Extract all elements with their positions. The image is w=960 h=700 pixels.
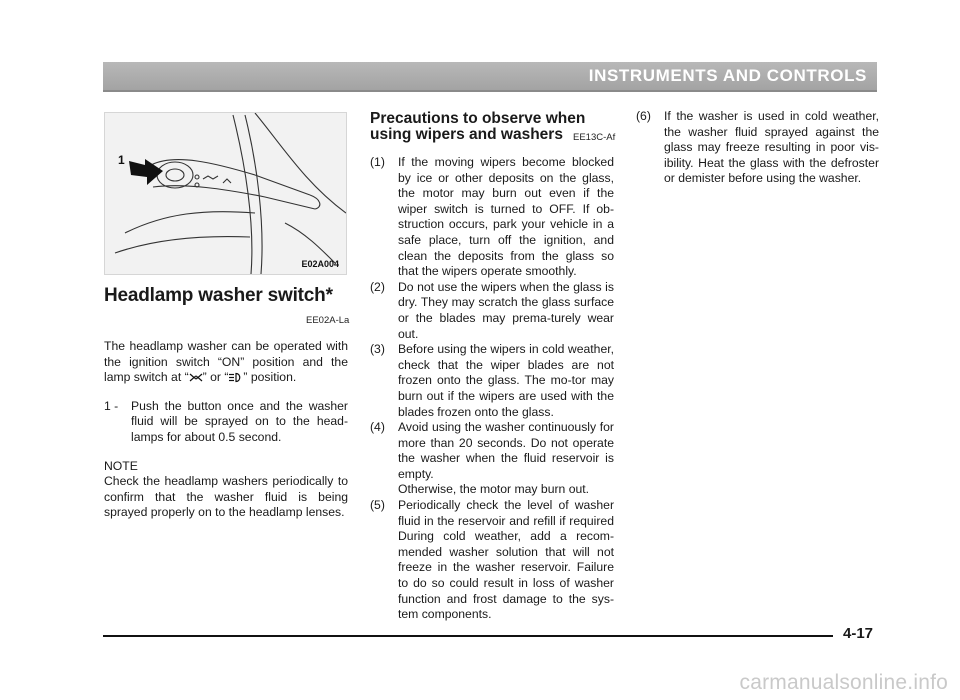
headlamp-section-code: EE02A-La	[306, 315, 350, 326]
headlamp-washer-illustration	[104, 112, 347, 275]
headlamp-washer-body	[104, 339, 348, 521]
intro-text-a: The headlamp washer can be operated with the ignition switch “ON” position and the lamp switch at “	[104, 339, 348, 385]
precaution-text-main: Avoid using the washer continuously for more than 20 seconds. Do not operate the washer when the fluid reservoir is empty.	[398, 420, 614, 481]
step-number: 1 -	[104, 398, 119, 413]
headlamp-icon	[228, 372, 243, 383]
intro-text-b: ” or “	[202, 370, 229, 385]
precautions-section-code: EE13C-Af	[573, 132, 616, 143]
headlamp-step-item	[104, 399, 348, 446]
precaution-text: If the moving wipers become blocked by ice or other deposits on the glass, the motor may burn out even if the wiper switch is turned to OFF. If ob-struction occurs, park your vehicle in a safe place, turn off the ignition, and clean the deposits from the glass so that the wipers operate smoothly.	[398, 155, 614, 279]
precaution-text	[398, 420, 614, 498]
precautions-heading-line2: using wipers and washers	[370, 126, 563, 143]
headlamp-washer-heading: Headlamp washer switch*	[104, 285, 333, 306]
steering-column-drawing	[105, 113, 346, 274]
note-text: Check the headlamp washers periodically to confirm that the washer fluid is being sprayed properly on to the headlamp lenses.	[104, 474, 348, 520]
section-title: INSTRUMENTS AND CONTROLS	[588, 66, 867, 85]
watermark-text: carmanualsonline.info	[739, 671, 948, 694]
intro-text-c: ” position.	[243, 370, 297, 385]
precaution-item	[370, 155, 614, 280]
precaution-number: (2)	[370, 279, 385, 294]
step-text: Push the button once and the washer fluid will be sprayed on to the head-lamps for about 0.5 second.	[131, 398, 348, 444]
precaution-text: If the washer is used in cold weather, the washer fluid sprayed against the glass may freeze resulting in poor vis-ibility. Heat the glass with the defroster or demister before using the washer.	[664, 109, 879, 186]
precaution-text-extra: Otherwise, the motor may burn out.	[398, 482, 590, 497]
page-number: 4-17	[843, 625, 874, 642]
precaution-item	[370, 342, 614, 420]
precaution-item	[370, 420, 614, 498]
precaution-text: Periodically check the level of washer fluid in the reservoir and refill if required During cold weather, add a recom-mended washer solution that will not freeze in the washer reservoir. Failure to do so could result in loss of washer function and frost damage to the sys-tem components.	[398, 498, 614, 622]
section-header-bar	[103, 62, 877, 92]
precaution-item	[370, 280, 614, 342]
precaution-number: (3)	[370, 342, 385, 357]
precautions-list-middle	[370, 155, 614, 623]
precaution-number: (4)	[370, 420, 385, 435]
footer-rule	[103, 635, 833, 637]
note-label: NOTE	[104, 458, 138, 473]
precautions-heading-line1: Precautions to observe when	[370, 110, 586, 127]
figure-callout-number: 1	[118, 153, 125, 167]
headlamp-intro-paragraph	[104, 339, 348, 386]
precaution-item	[636, 109, 879, 187]
precaution-text: Do not use the wipers when the glass is dry. They may scratch the glass surface or the blades may prema-turely wear out.	[398, 279, 614, 341]
precaution-number: (5)	[370, 498, 385, 513]
precaution-number: (6)	[636, 109, 651, 123]
precautions-list-right	[636, 109, 879, 187]
precaution-number: (1)	[370, 155, 385, 169]
precaution-item	[370, 498, 614, 623]
parking-lamp-icon	[189, 372, 203, 383]
precaution-text: Before using the wipers in cold weather, check that the wiper blades are not frozen onto the glass. The mo-tor may burn out if the wipers are used with the blades frozen onto the glass.	[398, 342, 614, 419]
figure-code: E02A004	[301, 259, 339, 269]
